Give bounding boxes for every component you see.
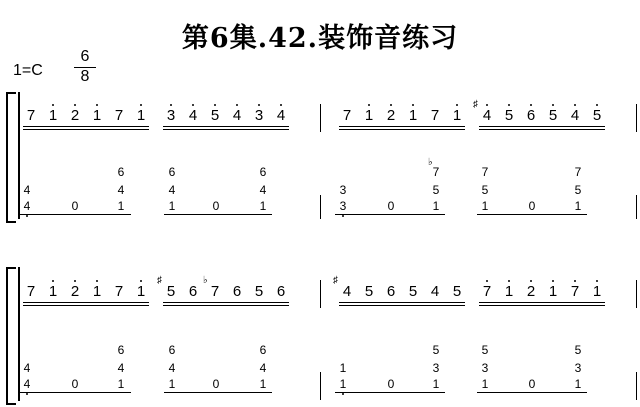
beam xyxy=(163,302,289,303)
chord-note: 7 xyxy=(481,165,489,179)
melody-note: 4 xyxy=(229,108,245,124)
chord-note: 4 xyxy=(23,361,31,375)
melody-note: 5 xyxy=(408,283,418,300)
bass-note: 1 xyxy=(117,377,125,391)
bass-note: 0 xyxy=(212,377,220,391)
melody-note: 6 xyxy=(523,108,539,124)
melody-note: 1 xyxy=(501,284,517,300)
melody-note: 1 xyxy=(45,284,61,300)
system-1-brace xyxy=(6,92,16,223)
beam xyxy=(23,126,149,127)
bass-note: 1 xyxy=(574,199,582,213)
chord-note: 6 xyxy=(168,343,176,357)
time-signature-bottom: 8 xyxy=(80,68,90,85)
beam xyxy=(479,305,605,306)
bass-note: 0 xyxy=(387,377,395,391)
bass-beam xyxy=(164,214,272,215)
chord-note: 6 xyxy=(259,165,267,179)
melody-note: 3 xyxy=(163,108,179,124)
melody-note: 6 xyxy=(232,283,242,300)
melody-note: 7 xyxy=(430,107,440,124)
melody-note: 4 xyxy=(479,108,495,124)
bass-note: 1 xyxy=(481,377,489,391)
chord-note: 4 xyxy=(168,183,176,197)
bass-note: 0 xyxy=(212,199,220,213)
chord-note: 6 xyxy=(117,165,125,179)
time-signature-top: 6 xyxy=(80,48,90,65)
system-2-barline-2-top xyxy=(636,280,637,308)
chord-note: 4 xyxy=(23,183,31,197)
melody-note: 7 xyxy=(114,283,124,300)
system-1-barline-1-bottom xyxy=(320,195,321,219)
chord-note: 7 xyxy=(574,165,582,179)
melody-note: 1 xyxy=(361,108,377,124)
bass-beam xyxy=(164,392,272,393)
melody-note: 4 xyxy=(567,108,583,124)
melody-note: 1 xyxy=(45,108,61,124)
melody-note: 5 xyxy=(207,108,223,124)
bass-note: 1 xyxy=(432,377,440,391)
melody-note: 5 xyxy=(254,283,264,300)
chord-note: 1 xyxy=(339,361,347,375)
melody-note: 2 xyxy=(523,284,539,300)
chord-note: 5 xyxy=(574,343,582,357)
bass-note: 0 xyxy=(71,377,79,391)
bass-note: 4 xyxy=(19,378,35,391)
chord-note: 5 xyxy=(432,343,440,357)
bass-beam xyxy=(19,214,131,215)
melody-note: 5 xyxy=(364,283,374,300)
bass-note: 3 xyxy=(335,200,351,213)
melody-note: 5 xyxy=(501,108,517,124)
chord-note: 6 xyxy=(117,343,125,357)
sharp-sign: ♯ xyxy=(333,275,338,286)
beam xyxy=(339,305,465,306)
bass-note: 1 xyxy=(481,199,489,213)
melody-note: 7 xyxy=(479,284,495,300)
chord-note: 4 xyxy=(117,361,125,375)
bass-note: 0 xyxy=(528,377,536,391)
page-title: 第6集.42.装饰音练习 xyxy=(181,23,459,54)
melody-note: 1 xyxy=(405,108,421,124)
melody-note: 1 xyxy=(89,284,105,300)
chord-note: 6 xyxy=(259,343,267,357)
melody-note: 4 xyxy=(430,283,440,300)
melody-note: 1 xyxy=(133,284,149,300)
melody-note: 6 xyxy=(386,283,396,300)
beam xyxy=(23,305,149,306)
bass-note: 1 xyxy=(574,377,582,391)
melody-note: 2 xyxy=(67,108,83,124)
bass-beam xyxy=(335,214,445,215)
bass-beam xyxy=(477,214,587,215)
bass-note: 1 xyxy=(259,377,267,391)
chord-note: 3 xyxy=(339,183,347,197)
bass-note: 1 xyxy=(168,377,176,391)
melody-note: 1 xyxy=(589,284,605,300)
melody-note: 4 xyxy=(342,283,352,300)
system-1-barline-1-top xyxy=(320,104,321,132)
chord-note: 3 xyxy=(481,361,489,375)
bass-note: 1 xyxy=(335,378,351,391)
chord-note: 3 xyxy=(432,361,440,375)
melody-note: 1 xyxy=(89,108,105,124)
chord-note: 3 xyxy=(574,361,582,375)
melody-note: 7 xyxy=(210,283,220,300)
beam xyxy=(163,129,289,130)
system-1-barline-2-top xyxy=(636,104,637,132)
melody-note: 5 xyxy=(545,108,561,124)
chord-note: 7 xyxy=(432,165,440,179)
flat-sign: ♭ xyxy=(428,157,433,168)
system-1-barline-2-bottom xyxy=(636,195,637,219)
beam xyxy=(23,302,149,303)
chord-note: 4 xyxy=(117,183,125,197)
melody-note: 1 xyxy=(545,284,561,300)
melody-note: 1 xyxy=(133,108,149,124)
flat-sign: ♭ xyxy=(203,275,208,286)
bass-beam xyxy=(19,392,131,393)
melody-note: 2 xyxy=(67,284,83,300)
beam xyxy=(479,302,605,303)
chord-note: 5 xyxy=(432,183,440,197)
chord-note: 5 xyxy=(481,183,489,197)
melody-note: 5 xyxy=(166,283,176,300)
chord-note: 5 xyxy=(481,343,489,357)
melody-note: 4 xyxy=(273,108,289,124)
beam xyxy=(339,126,465,127)
bass-note: 1 xyxy=(117,199,125,213)
melody-note: 7 xyxy=(114,107,124,124)
chord-note: 5 xyxy=(574,183,582,197)
melody-note: 5 xyxy=(589,108,605,124)
beam xyxy=(339,302,465,303)
bass-note: 4 xyxy=(19,200,35,213)
key-signature: 1=C xyxy=(13,62,43,79)
melody-note: 4 xyxy=(185,108,201,124)
sharp-sign: ♯ xyxy=(473,99,478,110)
melody-note: 1 xyxy=(449,108,465,124)
chord-note: 4 xyxy=(168,361,176,375)
beam xyxy=(163,305,289,306)
beam xyxy=(479,126,605,127)
melody-note: 3 xyxy=(251,108,267,124)
beam xyxy=(23,129,149,130)
chord-note: 6 xyxy=(168,165,176,179)
system-2-barline-1-bottom xyxy=(320,372,321,400)
melody-note: 7 xyxy=(26,107,36,124)
bass-note: 0 xyxy=(71,199,79,213)
melody-note: 7 xyxy=(26,283,36,300)
melody-note: 6 xyxy=(276,283,286,300)
time-signature xyxy=(74,48,96,86)
bass-note: 0 xyxy=(528,199,536,213)
chord-note: 4 xyxy=(259,361,267,375)
melody-note: 7 xyxy=(567,284,583,300)
system-2-barline-1-top xyxy=(320,280,321,308)
melody-note: 6 xyxy=(188,283,198,300)
melody-note: 5 xyxy=(452,283,462,300)
beam xyxy=(163,126,289,127)
system-2-barline-2-bottom xyxy=(636,372,637,400)
sharp-sign: ♯ xyxy=(157,275,162,286)
beam xyxy=(479,129,605,130)
bass-note: 1 xyxy=(259,199,267,213)
melody-note: 2 xyxy=(383,108,399,124)
bass-note: 1 xyxy=(168,199,176,213)
bass-note: 1 xyxy=(432,199,440,213)
bass-beam xyxy=(477,392,587,393)
system-2-brace xyxy=(6,267,16,405)
melody-note: 7 xyxy=(342,107,352,124)
chord-note: 4 xyxy=(259,183,267,197)
bass-beam xyxy=(335,392,445,393)
beam xyxy=(339,129,465,130)
bass-note: 0 xyxy=(387,199,395,213)
